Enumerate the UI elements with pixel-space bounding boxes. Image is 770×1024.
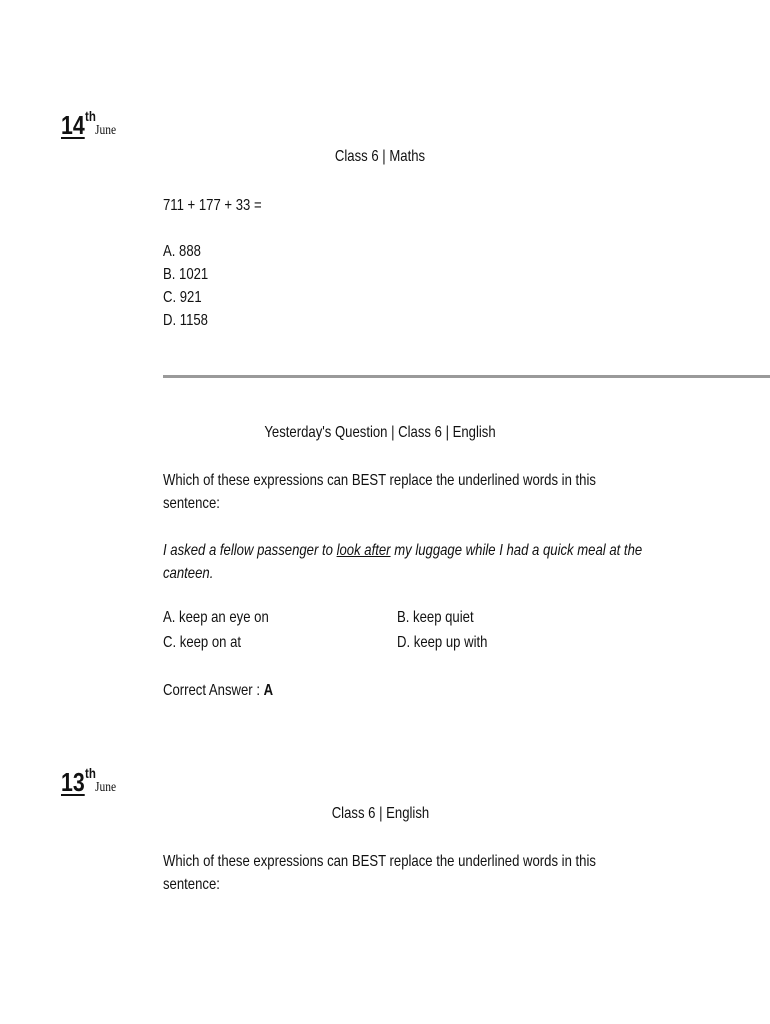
question-heading-maths: Class 6 | Maths (334, 148, 426, 165)
option-a: A. keep an eye on (163, 609, 269, 626)
correct-answer-label: Correct Answer : (163, 682, 264, 699)
option-b: B. keep quiet (397, 609, 474, 626)
correct-answer-value: A (263, 682, 274, 699)
date-heading-14-june (61, 110, 121, 141)
question-heading-english: Class 6 | English (331, 805, 429, 822)
english-question-13: Which of these expressions can BEST replace the underlined words in this sentence: (163, 853, 596, 893)
option-b: B. 1021 (163, 266, 209, 283)
date-day: 13 (61, 767, 85, 797)
example-sentence: I asked a fellow passenger to look after my luggage while I had a quick meal at the canteen. (163, 542, 643, 582)
maths-question: 711 + 177 + 33 = (163, 197, 262, 214)
english-question: Which of these expressions can BEST replace the underlined words in this sentence: (163, 472, 596, 512)
date-month: June (95, 780, 117, 795)
question-heading-yesterday: Yesterday's Question | Class 6 | English (264, 424, 496, 441)
maths-options (163, 240, 218, 332)
date-day: 14 (61, 110, 85, 140)
option-d: D. 1158 (163, 312, 208, 329)
date-month: June (95, 123, 117, 138)
section-divider (163, 375, 770, 378)
date-suffix: th (84, 108, 96, 124)
option-a: A. 888 (163, 243, 201, 260)
option-d: D. keep up with (397, 634, 488, 651)
option-c: C. keep on at (163, 634, 242, 651)
option-c: C. 921 (163, 289, 202, 306)
correct-answer (163, 679, 297, 702)
underlined-phrase: look after (336, 542, 391, 559)
date-suffix: th (84, 765, 96, 781)
date-heading-13-june (61, 767, 121, 798)
